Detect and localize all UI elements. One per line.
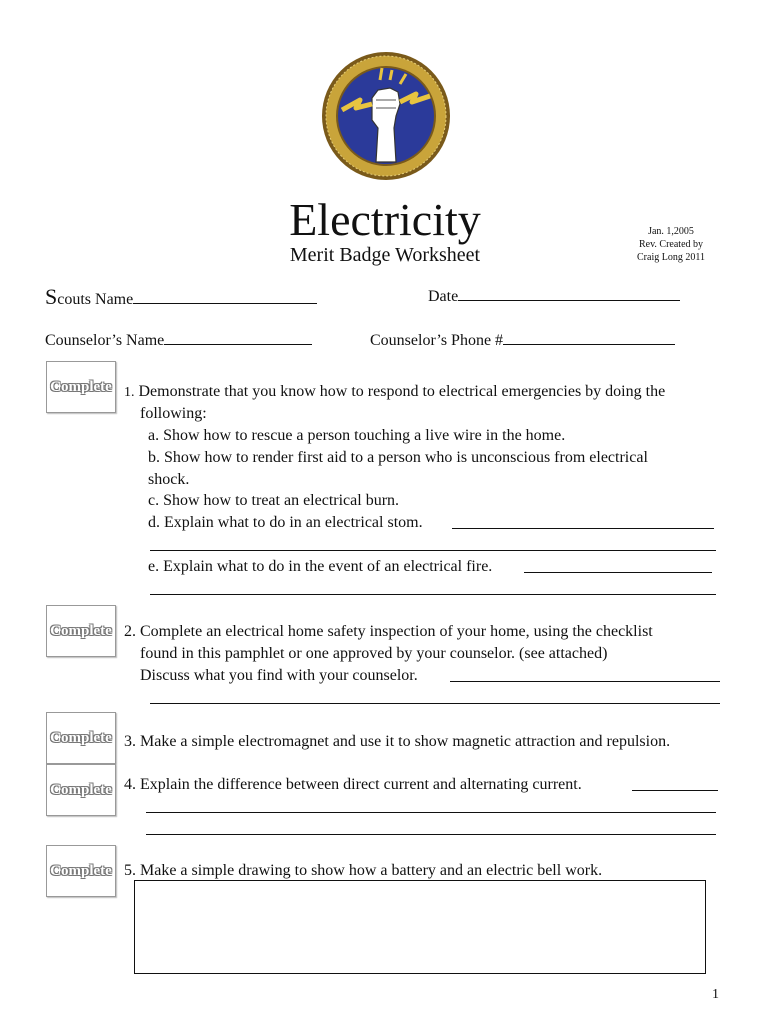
req2-answer-line-2[interactable] [150,689,720,704]
req4-answer-line[interactable] [632,776,718,791]
revision-line: Rev. Created by [638,239,704,250]
req1-item-a: a. Show how to rescue a person touching a live wire in the home. [148,427,566,444]
counselor-name-input[interactable] [164,330,312,345]
date-input[interactable] [458,286,680,301]
complete-checkbox-2[interactable] [46,605,116,657]
date-label: Date [428,288,459,305]
req1-line1 [124,381,665,404]
counselor-name-label: Counselor’s Name [45,332,165,349]
counselor-phone-input[interactable] [503,330,675,345]
req2-line3: Discuss what you find with your counselor. [140,667,418,684]
revision-line: Jan. 1,2005 [648,226,694,237]
date-field [428,286,680,306]
req1-e-answer-line[interactable] [524,558,712,573]
req1-d-answer-line-2[interactable] [150,536,716,551]
counselor-phone-label: Counselor’s Phone # [370,332,504,349]
complete-checkbox-4[interactable] [46,764,116,816]
complete-label: Complete [50,378,112,395]
page-number: 1 [712,987,719,1002]
electricity-badge-emblem [320,50,452,182]
drawing-area[interactable] [134,880,706,974]
complete-checkbox-3[interactable] [46,712,116,764]
complete-label: Complete [50,622,112,639]
req1-e-answer-line-2[interactable] [150,580,716,595]
counselor-name-field [45,330,312,350]
req2-answer-line[interactable] [450,667,720,682]
req1-d-answer-line[interactable] [452,514,714,529]
scouts-name-input[interactable] [133,289,317,304]
scouts-name-field [45,284,317,310]
req1-item-d: d. Explain what to do in an electrical stom. [148,514,423,531]
scouts-name-label: couts Name [57,291,134,308]
req1-line2: following: [140,405,207,422]
req5-line1: 5. Make a simple drawing to show how a battery and an electric bell work. [124,862,603,879]
complete-label: Complete [50,781,112,798]
req1-text: Demonstrate that you know how to respond to electrical emergencies by doing the [134,383,666,400]
req1-item-b-cont: shock. [148,471,190,488]
req4-line1: 4. Explain the difference between direct current and alternating current. [124,776,582,793]
counselor-phone-field [370,330,675,350]
req1-item-b: b. Show how to render first aid to a person who is unconscious from electrical [148,449,648,466]
complete-checkbox-5[interactable] [46,845,116,897]
page-subtitle: Merit Badge Worksheet [289,244,481,266]
complete-label: Complete [50,862,112,879]
req2-line2: found in this pamphlet or one approved by your counselor. (see attached) [140,645,608,662]
req4-answer-line-2[interactable] [146,798,716,813]
scouts-name-initial: S [45,284,58,309]
complete-label: Complete [50,729,112,746]
revision-note [630,225,712,264]
req2-line1: 2. Complete an electrical home safety inspection of your home, using the checklist [124,623,653,640]
req1-number: 1. [124,385,135,400]
req4-answer-line-3[interactable] [146,820,716,835]
req1-item-e: e. Explain what to do in the event of an electrical fire. [148,558,493,575]
revision-line: Craig Long 2011 [637,252,705,263]
complete-checkbox-1[interactable] [46,361,116,413]
req3-line1: 3. Make a simple electromagnet and use it to show magnetic attraction and repulsion. [124,733,671,750]
page-title: Electricity [289,194,481,245]
req1-item-c: c. Show how to treat an electrical burn. [148,492,400,509]
